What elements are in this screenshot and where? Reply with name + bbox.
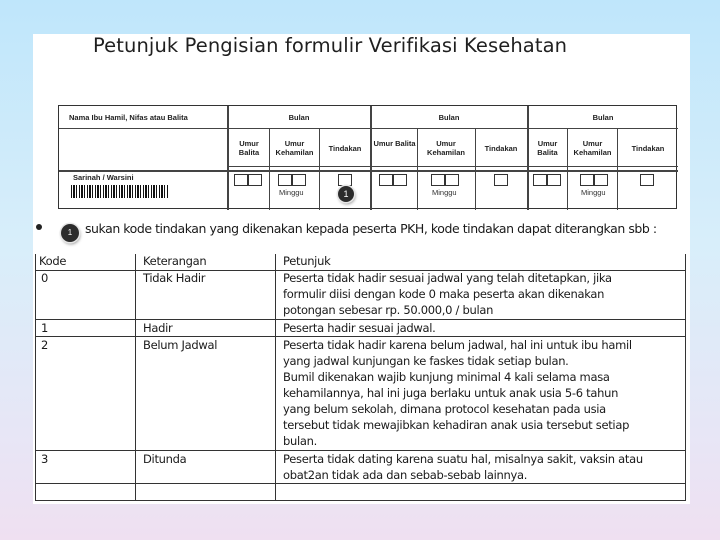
table-cell-kode: 0	[41, 271, 49, 285]
form-checkbox	[494, 174, 508, 186]
form-month-header: Bulan	[592, 113, 614, 122]
table-cell-petunjuk: kehamilannya, hal ini juga berlaku untuk anak usia 5-6 tahun	[283, 386, 619, 400]
form-checkbox	[379, 174, 393, 186]
form-col-umur-kehamilan: Umur Kehamilan	[427, 139, 465, 157]
table-header-kode: Kode	[39, 254, 67, 268]
slide	[33, 34, 690, 504]
form-checkbox	[431, 174, 445, 186]
table-cell-petunjuk: yang jadwal kunjungan ke faskes tidak setiap bulan.	[283, 354, 569, 368]
table-cell-kode: 2	[41, 338, 49, 352]
annotation-marker: 1	[61, 224, 79, 242]
table-cell-petunjuk: Peserta tidak hadir karena belum jadwal, hal ini untuk ibu hamil	[283, 338, 632, 352]
form-col-tindakan: Tindakan	[631, 144, 665, 153]
form-checkbox	[547, 174, 561, 186]
form-minggu-label: Minggu	[279, 188, 304, 197]
form-col-tindakan: Tindakan	[328, 144, 362, 153]
annotation-marker: 1	[338, 186, 354, 202]
form-month-header: Bulan	[288, 113, 310, 122]
barcode	[71, 185, 169, 198]
table-cell-petunjuk: Peserta tidak dating karena suatu hal, misalnya sakit, vaksin atau	[283, 452, 643, 466]
page-title: Petunjuk Pengisian formulir Verifikasi Kesehatan	[93, 34, 568, 57]
table-cell-petunjuk: formulir diisi dengan kode 0 maka peserta akan dikenakan	[283, 287, 605, 301]
form-checkbox	[338, 174, 352, 186]
form-checkbox	[594, 174, 608, 186]
form-checkbox	[234, 174, 248, 186]
form-col-umur-kehamilan: Umur Kehamilan	[275, 139, 314, 157]
table-cell-petunjuk: bulan.	[283, 434, 317, 448]
form-name-header: Nama Ibu Hamil, Nifas atau Balita	[69, 113, 188, 122]
form-checkbox	[445, 174, 459, 186]
form-month-header: Bulan	[438, 113, 460, 122]
form-image	[58, 105, 677, 209]
form-col-umur-balita: Umur Balita	[238, 139, 260, 157]
form-col-tindakan: Tindakan	[484, 144, 518, 153]
form-checkbox	[533, 174, 547, 186]
form-checkbox	[393, 174, 407, 186]
form-checkbox	[278, 174, 292, 186]
table-cell-keterangan: Ditunda	[143, 452, 187, 466]
form-checkbox	[248, 174, 262, 186]
form-checkbox	[580, 174, 594, 186]
table-cell-keterangan: Belum Jadwal	[143, 338, 218, 352]
form-minggu-label: Minggu	[581, 188, 606, 197]
table-cell-petunjuk: Peserta tidak hadir sesuai jadwal yang telah ditetapkan, jika	[283, 271, 612, 285]
table-cell-kode: 3	[41, 452, 49, 466]
form-col-umur-balita: Umur Balita	[537, 139, 558, 157]
table-cell-keterangan: Hadir	[143, 321, 173, 335]
table-cell-petunjuk: yang belum sekolah, dimana protocol kesehatan pada usia	[283, 402, 606, 416]
table-cell-kode: 1	[41, 321, 49, 335]
form-col-umur-kehamilan: Umur Kehamilan	[573, 139, 612, 157]
form-minggu-label: Minggu	[432, 188, 457, 197]
table-header-keterangan: Keterangan	[143, 254, 207, 268]
bullet-dot	[36, 224, 42, 230]
code-table	[35, 254, 686, 501]
table-cell-petunjuk: Bumil dikenakan wajib kunjung minimal 4 kali selama masa	[283, 370, 610, 384]
bullet-text: sukan kode tindakan yang dikenakan kepada peserta PKH, kode tindakan dapat diterangkan sbb :	[85, 221, 657, 236]
table-cell-petunjuk: potongan sebesar rp. 50.000,0 / bulan	[283, 303, 494, 317]
form-col-umur-balita: Umur Balita	[373, 139, 416, 148]
table-cell-petunjuk: Peserta hadir sesuai jadwal.	[283, 321, 436, 335]
table-cell-keterangan: Tidak Hadir	[143, 271, 206, 285]
form-sample-name: Sarinah / Warsini	[73, 173, 134, 182]
table-cell-petunjuk: obat2an tidak ada dan sebab-sebab lainnya.	[283, 468, 528, 482]
form-checkbox	[640, 174, 654, 186]
form-checkbox	[292, 174, 306, 186]
table-cell-petunjuk: tersebut tidak mewajibkan kehadiran anak usia tersebut setiap	[283, 418, 630, 432]
table-header-petunjuk: Petunjuk	[283, 254, 331, 268]
